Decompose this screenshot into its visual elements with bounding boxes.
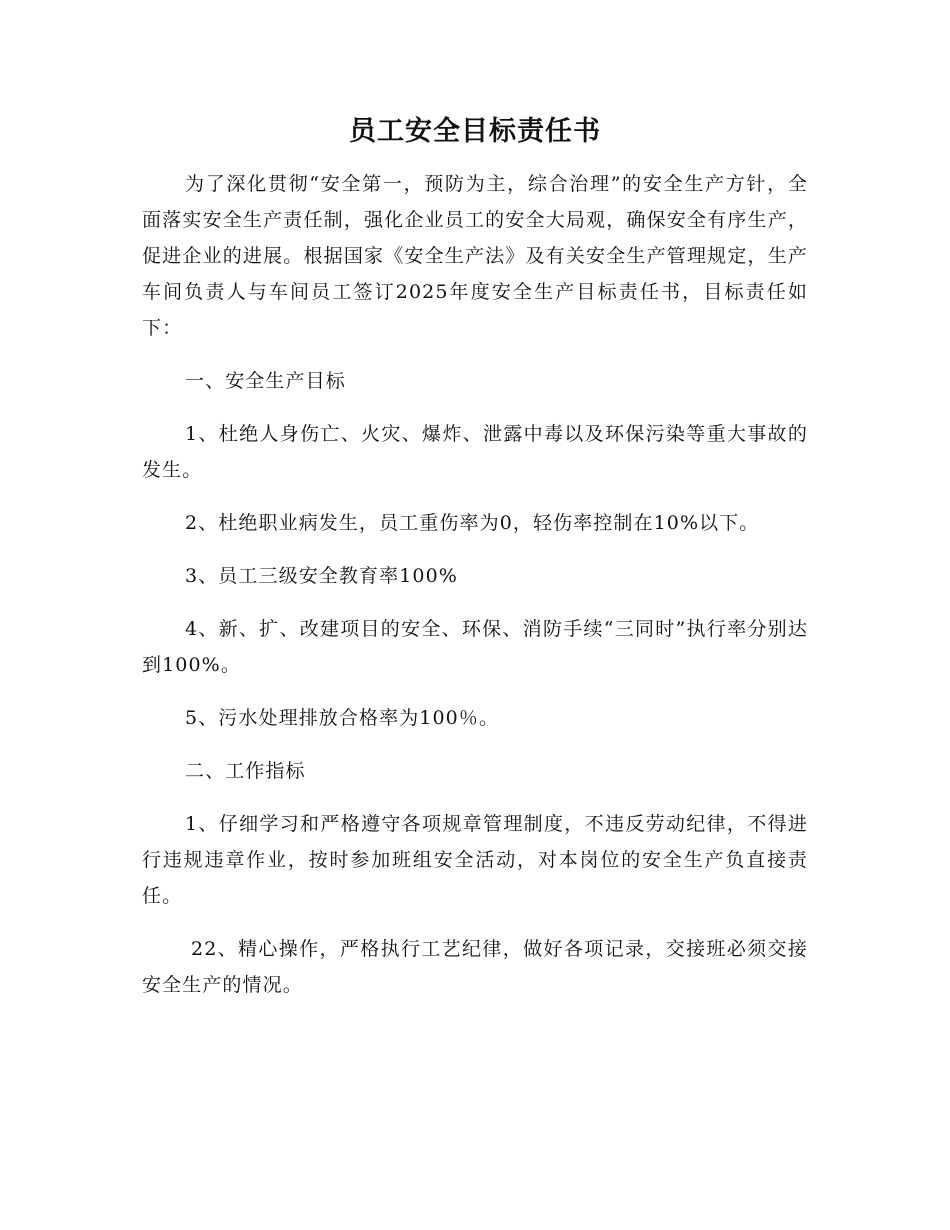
- document-title: 员工安全目标责任书: [349, 116, 601, 147]
- section-heading-work-indicators: 二、工作指标: [185, 760, 306, 782]
- goal-item-5: 5、污水处理排放合格率为100％。: [185, 707, 500, 729]
- goal-item-4: 4、新、扩、改建项目的安全、环保、消防手续“三同时”执行率分别达到100%。: [142, 618, 808, 676]
- indicator-item-2: 22、精心操作，严格执行工艺纪律，做好各项记录，交接班必须交接安全生产的情况。: [142, 938, 808, 996]
- goal-item-1: 1、杜绝人身伤亡、火灾、爆炸、泄露中毒以及环保污染等重大事故的发生。: [142, 423, 808, 481]
- intro-paragraph: 为了深化贯彻“安全第一，预防为主，综合治理”的安全生产方针，全面落实安全生产责任制，强化企业员工的安全大局观，确保安全有序生产，促进企业的进展。根据国家《安全生产法》及有关安全生产管理规定，生产车间负责人与车间员工签订2025年度安全生产目标责任书，目标责任如下：: [142, 173, 808, 339]
- indicator-item-1: 1、仔细学习和严格遵守各项规章管理制度，不违反劳动纪律，不得进行违规违章作业，按时参加班组安全活动，对本岗位的安全生产负直接责任。: [142, 813, 808, 907]
- section-heading-safety-goals: 一、安全生产目标: [185, 370, 346, 392]
- document-body: [142, 166, 808, 1020]
- goal-item-2: 2、杜绝职业病发生，员工重伤率为0，轻伤率控制在10%以下。: [185, 512, 760, 534]
- goal-item-3: 3、员工三级安全教育率100%: [185, 565, 458, 587]
